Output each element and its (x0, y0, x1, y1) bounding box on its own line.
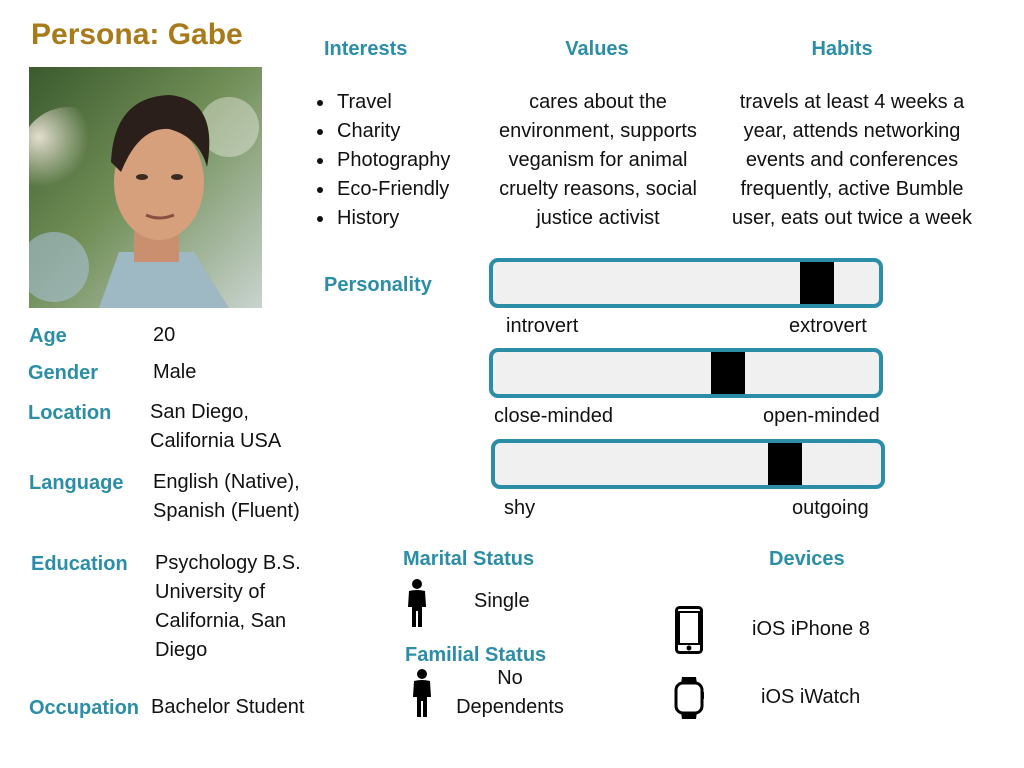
list-item: • Travel (335, 88, 450, 117)
slider-left-label: close-minded (494, 405, 613, 427)
occupation-label: Occupation (29, 697, 140, 719)
familial-status-header: Familial Status (405, 644, 547, 666)
occupation-value: Bachelor Student (151, 696, 305, 718)
gender-value: Male (153, 361, 197, 383)
smartphone-icon (675, 606, 703, 654)
slider-right-label: extrovert (789, 315, 867, 337)
personality-slider-extroversion[interactable] (489, 258, 883, 308)
habits-header: Habits (811, 38, 873, 60)
list-item: • Eco-Friendly (335, 175, 450, 204)
list-item: • History (335, 204, 450, 233)
device-name: iOS iWatch (761, 686, 861, 708)
location-label: Location (28, 402, 112, 424)
list-item: • Charity (335, 117, 450, 146)
personality-slider-sociability[interactable] (491, 439, 885, 489)
education-value: Psychology B.S. University of California, San Diego (155, 552, 301, 661)
slider-handle[interactable] (711, 352, 745, 394)
location-value: San Diego, California USA (150, 401, 282, 452)
familial-status-value: No Dependents (456, 667, 564, 718)
age-label: Age (29, 325, 67, 347)
slider-right-label: outgoing (792, 497, 869, 519)
marital-status-header: Marital Status (403, 548, 535, 570)
language-label: Language (29, 472, 124, 494)
slider-handle[interactable] (768, 443, 802, 485)
device-name: iOS iPhone 8 (752, 618, 870, 640)
age-value: 20 (153, 324, 176, 346)
list-item: • Photography (335, 146, 450, 175)
language-value: English (Native), Spanish (Fluent) (153, 471, 300, 522)
person-icon (405, 579, 429, 627)
slider-left-label: introvert (506, 315, 579, 337)
values-header: Values (565, 38, 629, 60)
habits-text: travels at least 4 weeks a year, attends networking events and conferences frequently, active Bumble user, eats out twice a week (731, 91, 973, 229)
persona-photo (29, 67, 262, 308)
slider-left-label: shy (504, 497, 536, 519)
smartwatch-icon (673, 675, 705, 721)
personality-slider-openness[interactable] (489, 348, 883, 398)
slider-handle[interactable] (800, 262, 834, 304)
devices-header: Devices (769, 548, 845, 570)
persona-title: Persona: Gabe (31, 18, 243, 51)
values-text: cares about the environment, supports veganism for animal cruelty reasons, social justice activist (499, 91, 697, 229)
interests-list (313, 88, 450, 233)
person-icon (410, 669, 434, 717)
slider-right-label: open-minded (763, 405, 880, 427)
marital-status-value: Single (474, 590, 530, 612)
gender-label: Gender (28, 362, 99, 384)
education-label: Education (31, 553, 128, 575)
personality-header: Personality (324, 274, 432, 296)
interests-header: Interests (324, 38, 408, 60)
